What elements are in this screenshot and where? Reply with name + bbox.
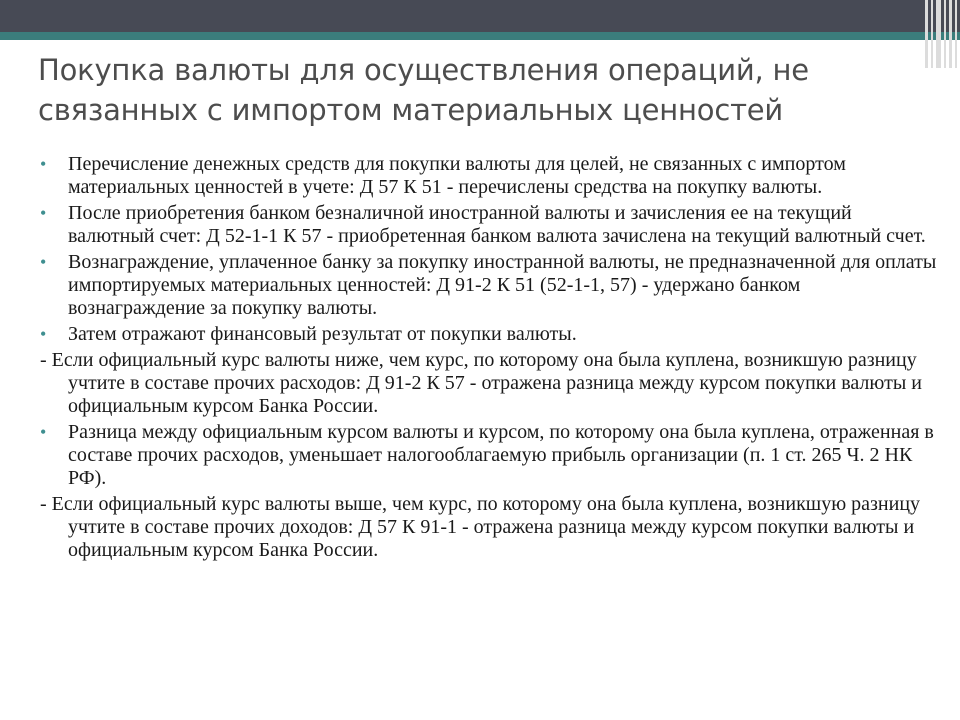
slide-title: Покупка валюты для осуществления операций, не связанных с импортом материальных ценностей — [38, 53, 809, 127]
accent-line — [0, 32, 960, 40]
list-item-bullet: • Разница между официальным курсом валюты и курсом, по которому она была куплена, отраженная в составе прочих расходов, уменьшает налогооблагаемую прибыль организации (п. 1 ст. 265 Ч. 2 НК РФ). — [40, 421, 940, 490]
list-item-bullet: • Затем отражают финансовый результат от покупки валюты. — [40, 323, 940, 346]
slide-content — [40, 153, 940, 565]
decorative-stripes — [925, 0, 960, 68]
list-item-bullet: • После приобретения банком безналичной иностранной валюты и зачисления ее на текущий валютный счет: Д 52-1-1 К 57 - приобретенная банком валюта зачислена на текущий валютный счет. — [40, 202, 940, 248]
header-band — [0, 0, 960, 32]
list-item-bullet: • Вознаграждение, уплаченное банку за покупку иностранной валюты, не предназначенной для оплаты импортируемых материальных ценностей: Д 91-2 К 51 (52-1-1, 57) - удержано банком вознаграждение за покупку валюты. — [40, 251, 940, 320]
list-item-bullet: • Перечисление денежных средств для покупки валюты для целей, не связанных с импортом материальных ценностей в учете: Д 57 К 51 - перечислены средства на покупку валюты. — [40, 153, 940, 199]
list-item-dash: - Если официальный курс валюты ниже, чем курс, по которому она была куплена, возникшую разницу учтите в составе прочих расходов: Д 91-2 К 57 - отражена разница между курсом покупки валюты и официальным курсом Банка России. — [40, 349, 922, 417]
list-item-dash: - Если официальный курс валюты выше, чем курс, по которому она была куплена, возникшую разницу учтите в составе прочих доходов: Д 57 К 91-1 - отражена разница между курсом покупки валюты и официальным курсом Банка России. — [40, 493, 921, 561]
